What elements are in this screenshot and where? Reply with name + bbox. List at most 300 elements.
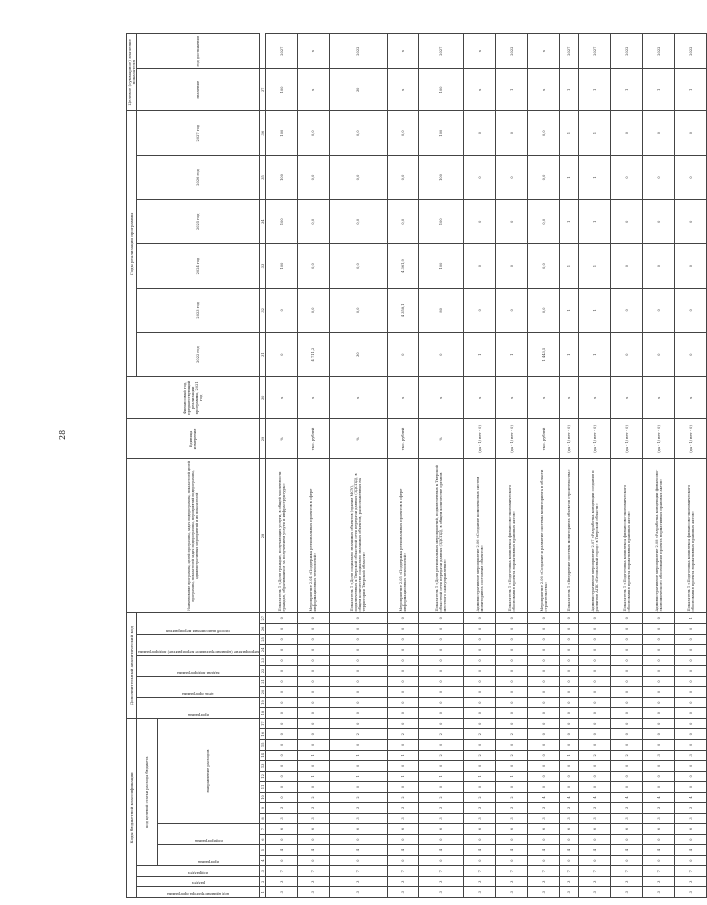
code-cell: 0 (419, 666, 464, 677)
year-value-cell: 1 (560, 332, 579, 376)
column-number: 8 (260, 813, 266, 824)
code-cell: 0 (329, 666, 387, 677)
code-cell: 1 (298, 750, 330, 761)
code-cell: 3 (675, 887, 707, 898)
code-cell: 0 (528, 834, 560, 845)
year-value-cell: 0,0 (329, 288, 387, 332)
table-row (643, 34, 675, 898)
code-cell: 0 (643, 771, 675, 782)
year-value-cell: 0 (496, 244, 528, 288)
target-value-cell: 1 (611, 69, 643, 111)
table-row (611, 34, 643, 898)
code-cell: 0 (496, 634, 528, 645)
year-value-cell: 1 (579, 332, 611, 376)
code-cell: 7 (464, 866, 496, 877)
code-cell: 0 (329, 613, 387, 624)
code-cell: 0 (643, 782, 675, 793)
code-cell: 0 (528, 750, 560, 761)
code-cell: 2 (611, 750, 643, 761)
target-group-header: Целевое (суммарное) значение показателя (127, 34, 137, 111)
column-number: 36 (260, 111, 266, 155)
code-cell: 0 (560, 740, 579, 751)
year-value-cell: 0 (496, 111, 528, 155)
code-cell: 3 (266, 876, 298, 887)
fin-year-cell: х (298, 377, 330, 419)
analytic-code-header: Дополнительный аналитический код (127, 613, 137, 718)
code-cell: 0 (528, 666, 560, 677)
year-value-cell: 0,0 (329, 200, 387, 244)
code-cell: 0 (643, 666, 675, 677)
code-cell: 0 (496, 655, 528, 666)
code-cell: 0 (464, 655, 496, 666)
code-cell: 0 (643, 624, 675, 635)
code-cell: 6 (560, 824, 579, 835)
year-value-cell: 0 (419, 332, 464, 376)
code-cell: 7 (611, 866, 643, 877)
fin-year-cell: х (611, 377, 643, 419)
unit-cell: тыс. рублей (528, 419, 560, 459)
budget-codes-header: Коды бюджетной классификации (127, 718, 137, 897)
code-cell: 0 (579, 708, 611, 719)
target-value-cell: 100 (266, 69, 298, 111)
code-cell: 2 (464, 750, 496, 761)
code-cell: 0 (579, 771, 611, 782)
code-cell: 0 (419, 613, 464, 624)
year-value-cell: 1 (579, 288, 611, 332)
column-number: 1 (260, 887, 266, 898)
code-cell: 0 (643, 676, 675, 687)
code-cell: 0 (560, 718, 579, 729)
code-cell: 3 (611, 803, 643, 814)
code-cell: 0 (496, 666, 528, 677)
fin-year-cell: х (329, 377, 387, 419)
table-row (298, 34, 330, 898)
code-cell: 0 (675, 740, 707, 751)
code-cell: 3 (266, 813, 298, 824)
code-cell: 2 (464, 792, 496, 803)
code-cell: 2 (579, 750, 611, 761)
code-cell: 3 (298, 803, 330, 814)
code-cell: 0 (560, 634, 579, 645)
code-cell: 1 (298, 771, 330, 782)
year-value-cell: 0 (675, 288, 707, 332)
code-cell: 0 (266, 624, 298, 635)
code-cell: 4 (329, 845, 387, 856)
code-cell: 0 (528, 729, 560, 740)
code-cell: 4 (643, 792, 675, 803)
code-cell: 0 (675, 624, 707, 635)
column-number: 20 (260, 687, 266, 698)
code-cell: 0 (419, 676, 464, 687)
indicator-name-cell: Показатель 1 «Внедрение системы мониторинга объектов строительства» (560, 459, 579, 613)
year-value-cell: 0 (611, 244, 643, 288)
indicator-name-cell: Показатель 1 «Подготовка комплекса финансово-экономического обоснования проекта нормативных правовых актов» (496, 459, 528, 613)
target-year-cell: 2022 (611, 34, 643, 69)
code-cell: 0 (266, 676, 298, 687)
target-year-cell: х (464, 34, 496, 69)
code-cell: 0 (643, 697, 675, 708)
code-cell: 2 (419, 750, 464, 761)
code-cell: 0 (266, 750, 298, 761)
code-cell: 0 (464, 740, 496, 751)
year-value-cell: 0 (496, 155, 528, 199)
code-cell: 0 (464, 834, 496, 845)
code-cell: 0 (611, 729, 643, 740)
code-cell: 0 (387, 655, 419, 666)
code-cell: 7 (419, 866, 464, 877)
table-body (266, 34, 707, 898)
goal-header: цель программы (137, 676, 260, 697)
code-cell: 0 (464, 761, 496, 772)
column-number: 9 (260, 803, 266, 814)
code-cell: 7 (528, 866, 560, 877)
code-cell: 0 (560, 761, 579, 772)
target-year-cell: 2022 (675, 34, 707, 69)
code-cell: 0 (298, 761, 330, 772)
code-cell: 0 (528, 676, 560, 687)
target-value-cell: х (298, 69, 330, 111)
code-cell: 3 (528, 887, 560, 898)
code-cell: 1 (496, 771, 528, 782)
code-cell: 3 (298, 813, 330, 824)
fin-year-cell: х (266, 377, 298, 419)
code-cell: 0 (464, 697, 496, 708)
column-number: 37 (260, 69, 266, 111)
column-number: 13 (260, 761, 266, 772)
table-row (579, 34, 611, 898)
code-cell: 0 (528, 771, 560, 782)
code-cell: 0 (298, 855, 330, 866)
code-cell: 0 (643, 729, 675, 740)
code-cell: 0 (528, 613, 560, 624)
code-cell: 0 (464, 708, 496, 719)
column-number: 30 (260, 377, 266, 419)
code-cell: 3 (419, 876, 464, 887)
year-value-cell: 0 (675, 244, 707, 288)
code-cell: 0 (329, 740, 387, 751)
column-number: 10 (260, 792, 266, 803)
code-cell: 2 (464, 729, 496, 740)
code-cell: 6 (579, 824, 611, 835)
code-cell: 0 (611, 761, 643, 772)
fin-year-cell: х (579, 377, 611, 419)
year-value-cell: 0,0 (528, 288, 560, 332)
code-cell: 0 (611, 718, 643, 729)
code-cell: 0 (329, 624, 387, 635)
target-year-cell: 2027 (560, 34, 579, 69)
code-cell: 0 (419, 655, 464, 666)
code-cell: 0 (266, 613, 298, 624)
code-cell: 0 (675, 718, 707, 729)
target-value-cell: 1 (579, 69, 611, 111)
code-cell: 6 (611, 824, 643, 835)
code-cell: 0 (298, 687, 330, 698)
code-cell: 1 (387, 771, 419, 782)
code-cell: 0 (579, 655, 611, 666)
code-cell: 0 (560, 855, 579, 866)
code-cell: 4 (266, 845, 298, 856)
code-cell: 0 (329, 645, 387, 656)
code-cell: 3 (579, 876, 611, 887)
code-cell: 0 (266, 697, 298, 708)
code-cell: 0 (643, 855, 675, 866)
code-cell: 0 (464, 645, 496, 656)
code-cell: 0 (266, 708, 298, 719)
target-value-cell: 30 (329, 69, 387, 111)
code-cell: 0 (298, 645, 330, 656)
code-cell: 3 (643, 887, 675, 898)
year-value-cell: 0,0 (528, 111, 560, 155)
code-cell: 7 (329, 866, 387, 877)
subsection-header: подраздел (137, 866, 260, 877)
code-cell: 0 (675, 676, 707, 687)
code-cell: 0 (496, 645, 528, 656)
code-cell: 4 (579, 792, 611, 803)
code-cell: 0 (329, 834, 387, 845)
indicator-name-cell: Мероприятие 2.06 «Создание и развитие системы мониторинга в области строительства» (528, 459, 560, 613)
code-cell: 0 (528, 687, 560, 698)
code-cell: 0 (419, 624, 464, 635)
years-group-header: Годы реализации программы (127, 111, 137, 377)
code-cell: 0 (496, 834, 528, 845)
fin-year-cell: х (643, 377, 675, 419)
year-value-cell: 1 443,5 (528, 332, 560, 376)
code-cell: 2 (387, 729, 419, 740)
code-cell: 4 (528, 845, 560, 856)
year-value-cell: 0,0 (329, 155, 387, 199)
column-number: 33 (260, 244, 266, 288)
code-cell: 0 (579, 666, 611, 677)
code-cell: 6 (464, 824, 496, 835)
column-number: 5 (260, 845, 266, 856)
year-value-cell: 100 (419, 111, 464, 155)
column-number: 34 (260, 200, 266, 244)
year-value-cell: 4 711,2 (298, 332, 330, 376)
code-cell: 0 (464, 634, 496, 645)
year-value-cell: 0 (464, 244, 496, 288)
indicator-name-cell: Показатель 1 «Доля граждан, получающих услуги, в общей численности граждан, обратившихся за получением услуги и инфраструктуры» (266, 459, 298, 613)
code-cell: 0 (464, 613, 496, 624)
task-header: задачи подпрограммы (137, 655, 260, 676)
year-value-cell: 1 (579, 200, 611, 244)
year-2027-header: 2027 год (137, 111, 260, 155)
code-cell: 0 (560, 782, 579, 793)
code-cell: 0 (528, 697, 560, 708)
year-value-cell: 80 (419, 288, 464, 332)
code-cell: 0 (387, 834, 419, 845)
code-cell: 0 (611, 708, 643, 719)
code-cell: 6 (496, 824, 528, 835)
fin-year-cell: х (387, 377, 419, 419)
code-cell: 0 (387, 645, 419, 656)
code-cell: 0 (496, 687, 528, 698)
unit-cell: (да - 1/ нет - 0) (560, 419, 579, 459)
code-cell: 0 (496, 676, 528, 687)
code-cell: 0 (643, 718, 675, 729)
code-cell: 3 (579, 803, 611, 814)
code-cell: 0 (579, 834, 611, 845)
code-cell: 0 (675, 729, 707, 740)
code-cell: 3 (560, 813, 579, 824)
code-cell: 1 (329, 750, 387, 761)
column-number: 19 (260, 697, 266, 708)
code-cell: 0 (611, 740, 643, 751)
code-cell: 0 (528, 655, 560, 666)
code-cell: 3 (560, 876, 579, 887)
method-header: способ выполнения мероприятия (137, 613, 260, 634)
code-cell: 2 (419, 792, 464, 803)
code-cell: 0 (643, 740, 675, 751)
code-cell: 0 (266, 634, 298, 645)
code-cell: 7 (579, 866, 611, 877)
code-cell: 3 (643, 750, 675, 761)
target-value-cell: х (528, 69, 560, 111)
code-cell: 0 (419, 855, 464, 866)
year-2022-header: 2022 год (137, 332, 260, 376)
code-cell: 2 (496, 750, 528, 761)
column-number: 31 (260, 332, 266, 376)
code-cell: 0 (387, 740, 419, 751)
unit-cell: тыс. рублей (298, 419, 330, 459)
column-number: 16 (260, 729, 266, 740)
year-value-cell: 0,0 (298, 111, 330, 155)
code-cell: 0 (675, 855, 707, 866)
code-cell: 0 (496, 613, 528, 624)
code-cell: 0 (464, 676, 496, 687)
column-number: 35 (260, 155, 266, 199)
code-cell: 0 (643, 634, 675, 645)
code-cell: 6 (298, 824, 330, 835)
code-cell: 0 (266, 855, 298, 866)
year-value-cell: 0,0 (298, 200, 330, 244)
year-value-cell: 0,0 (387, 155, 419, 199)
code-cell: 0 (643, 834, 675, 845)
year-value-cell: 1 (464, 332, 496, 376)
table-row (419, 34, 464, 898)
code-cell: 0 (611, 855, 643, 866)
code-cell: 3 (329, 887, 387, 898)
fin-year-cell: х (528, 377, 560, 419)
column-number: 24 (260, 645, 266, 656)
code-cell: 0 (579, 729, 611, 740)
code-cell: 0 (266, 740, 298, 751)
code-cell: 0 (387, 708, 419, 719)
code-cell: 2 (387, 792, 419, 803)
code-cell: 0 (528, 645, 560, 656)
target-value-cell: 1 (675, 69, 707, 111)
year-value-cell: 100 (266, 111, 298, 155)
code-cell: 0 (329, 655, 387, 666)
code-cell: 0 (266, 687, 298, 698)
code-cell: 3 (496, 803, 528, 814)
code-cell: 7 (496, 866, 528, 877)
code-cell: 0 (387, 697, 419, 708)
code-cell: 4 (675, 792, 707, 803)
code-cell: 2 (329, 729, 387, 740)
code-cell: 0 (528, 740, 560, 751)
code-cell: 0 (611, 655, 643, 666)
code-cell: 0 (675, 645, 707, 656)
code-cell: 0 (298, 718, 330, 729)
code-cell: 0 (387, 634, 419, 645)
year-value-cell: 0 (464, 111, 496, 155)
code-cell: 0 (387, 718, 419, 729)
code-cell: 0 (266, 792, 298, 803)
year-value-cell: 0 (643, 111, 675, 155)
code-cell: 0 (419, 634, 464, 645)
code-cell: 0 (387, 782, 419, 793)
code-cell: 0 (464, 782, 496, 793)
code-cell: 1 (675, 613, 707, 624)
code-cell: 0 (611, 834, 643, 845)
expense-code-header: код целевой статьи расхода бюджета (137, 718, 158, 866)
year-value-cell: 1 (579, 244, 611, 288)
code-cell: 0 (643, 687, 675, 698)
column-number: 21 (260, 676, 266, 687)
code-cell: 3 (464, 813, 496, 824)
code-cell: 0 (611, 634, 643, 645)
program-code-header: программа (157, 845, 259, 866)
year-value-cell: 0 (611, 288, 643, 332)
code-cell: 0 (675, 708, 707, 719)
code-cell: 3 (675, 803, 707, 814)
column-number: 2 (260, 876, 266, 887)
year-value-cell: 0,0 (298, 288, 330, 332)
code-cell: 0 (266, 666, 298, 677)
year-value-cell: 30 (329, 332, 387, 376)
code-cell: 3 (329, 803, 387, 814)
target-year-cell: 2027 (266, 34, 298, 69)
column-number: 26 (260, 624, 266, 635)
code-cell: 3 (560, 803, 579, 814)
column-number: 6 (260, 834, 266, 845)
code-cell: 3 (298, 887, 330, 898)
code-cell: 3 (611, 887, 643, 898)
indicator-name-cell: Административное мероприятие 2.08 «Разработка концепции финансово-экономического обоснования проекта нормативных правовых актов» (643, 459, 675, 613)
code-cell: 0 (419, 718, 464, 729)
code-cell: 0 (298, 624, 330, 635)
code-cell: 6 (675, 824, 707, 835)
year-value-cell: 0 (387, 332, 419, 376)
unit-cell: тыс. рублей (387, 419, 419, 459)
target-year-cell: х (298, 34, 330, 69)
code-cell: 2 (329, 792, 387, 803)
code-cell: 3 (387, 803, 419, 814)
code-cell: 0 (419, 834, 464, 845)
indicator-name-cell: Мероприятие 2.05 «Поддержка региональных проектов в сфере информационных технологий» (387, 459, 419, 613)
code-cell: 1 (560, 750, 579, 761)
code-cell: 7 (675, 866, 707, 877)
year-value-cell: 100 (419, 155, 464, 199)
code-cell: 4 (643, 845, 675, 856)
table-row (329, 34, 387, 898)
code-cell: 0 (560, 676, 579, 687)
code-cell: 0 (419, 645, 464, 656)
indicator-name-cell: Показатель 1 «Подготовка комплекса финансово-экономического обоснования проекта нормативных правовых актов» (675, 459, 707, 613)
code-cell: 0 (329, 761, 387, 772)
table-row (464, 34, 496, 898)
code-cell: 4 (675, 845, 707, 856)
code-cell: 4 (419, 845, 464, 856)
target-value-cell: х (464, 69, 496, 111)
code-cell: 3 (611, 813, 643, 824)
code-cell: 0 (643, 655, 675, 666)
column-number: 29 (260, 419, 266, 459)
code-cell: 0 (496, 782, 528, 793)
code-cell: 0 (329, 855, 387, 866)
code-cell: 4 (298, 845, 330, 856)
program-indicators-table (126, 33, 707, 898)
